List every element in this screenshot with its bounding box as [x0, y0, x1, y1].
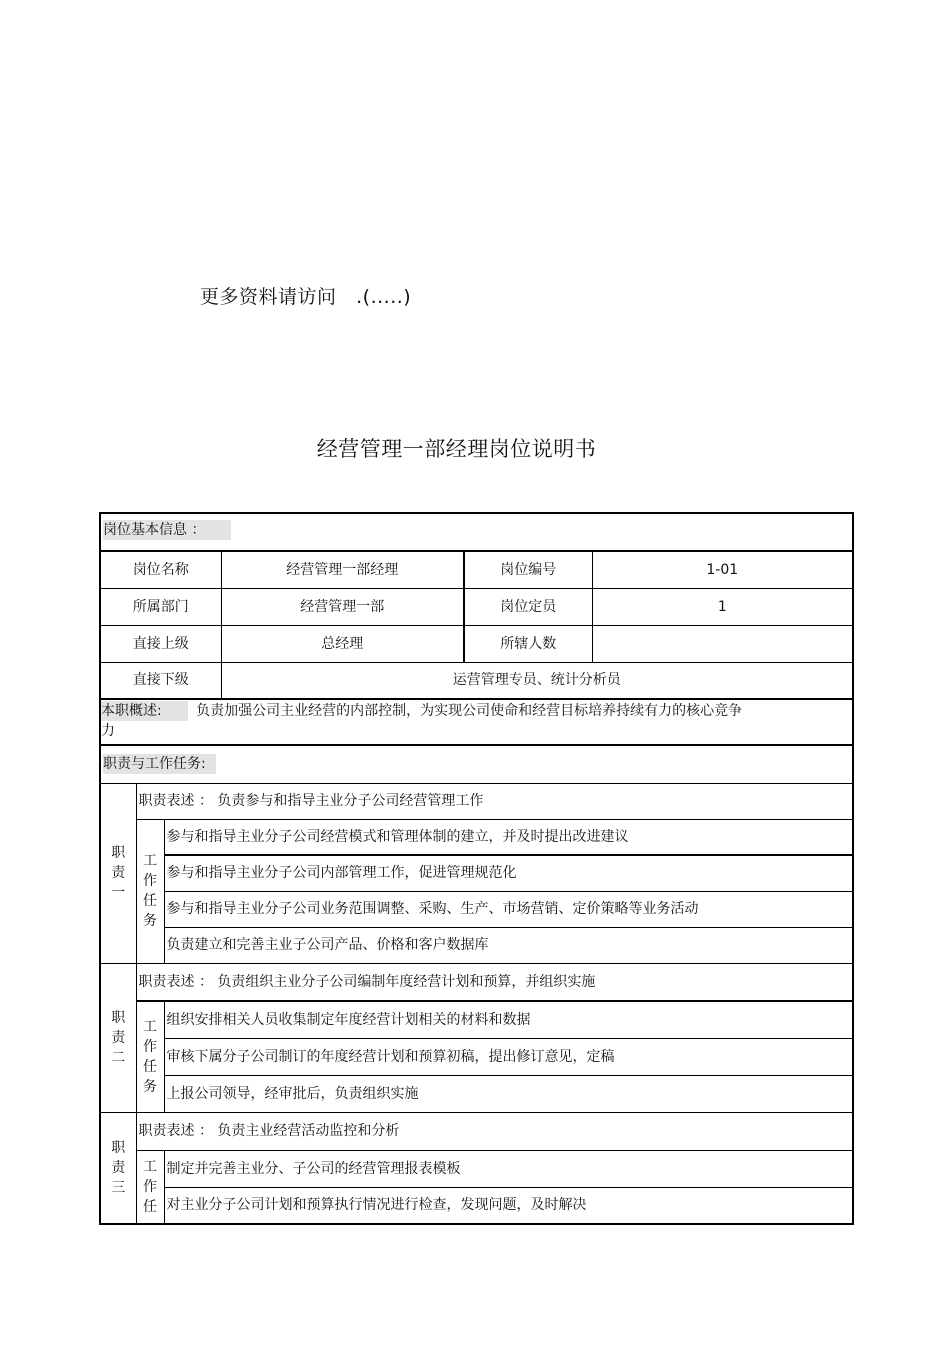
notice-text: 更多资料请访问 .(.....) — [200, 286, 412, 308]
duty-3-task-1: 制定并完善主业分、子公司的经营管理报表模板 — [164, 1150, 853, 1187]
table-row — [100, 588, 853, 625]
summary-text-wrap: 力 — [101, 723, 115, 739]
duty-2-task-3: 上报公司领导，经审批后，负责组织实施 — [164, 1075, 853, 1112]
document-title: 经营管理一部经理岗位说明书 — [316, 437, 597, 461]
duty-1-statement: 职责表述 ： 负责参与和指导主业分子公司经营管理工作 — [136, 783, 853, 819]
duties-header: 职责与工作任务: — [103, 754, 216, 774]
position-name-value: 经营管理一部经理 — [221, 551, 464, 588]
superior-value: 总经理 — [221, 625, 464, 662]
table-row — [100, 625, 853, 662]
position-name-label: 岗位名称 — [100, 551, 221, 588]
department-label: 所属部门 — [100, 588, 221, 625]
headcount-value: 1 — [592, 588, 853, 625]
summary-label: 本职概述: — [101, 701, 188, 721]
basic-info-header: 岗位基本信息 ： — [103, 520, 231, 540]
subordinate-label: 直接下级 — [100, 662, 221, 699]
duty-1-name: 职 责 一 — [100, 783, 136, 963]
table-row — [100, 662, 853, 699]
headcount-label: 岗位定员 — [464, 588, 592, 625]
duty-1-task-1: 参与和指导主业分子公司经营模式和管理体制的建立，并及时提出改进建议 — [164, 819, 853, 855]
table-row — [100, 551, 853, 588]
duty-2-statement: 职责表述 ： 负责组织主业分子公司编制年度经营计划和预算，并组织实施 — [136, 963, 853, 1001]
duty-1-task-label: 工 作 任 务 — [136, 819, 164, 963]
subordinate-value: 运营管理专员、统计分析员 — [221, 662, 853, 699]
position-code-label: 岗位编号 — [464, 551, 592, 588]
duty-1-task-2: 参与和指导主业分子公司内部管理工作，促进管理规范化 — [164, 855, 853, 891]
position-code-value: 1-01 — [592, 551, 853, 588]
subordinate-count-value — [592, 625, 853, 662]
duty-2-task-label: 工 作 任 务 — [136, 1001, 164, 1112]
duty-2-name: 职 责 二 — [100, 963, 136, 1112]
summary-text: 负责加强公司主业经营的内部控制，为实现公司使命和经营目标培养持续有力的核心竞争 — [196, 703, 743, 719]
duty-2-task-2: 审核下属分子公司制订的年度经营计划和预算初稿，提出修订意见，定稿 — [164, 1038, 853, 1075]
duty-2-task-1: 组织安排相关人员收集制定年度经营计划相关的材料和数据 — [164, 1001, 853, 1038]
duty-3-name: 职 责 三 — [100, 1112, 136, 1224]
job-description-table — [99, 512, 854, 1225]
duty-3-statement: 职责表述 ： 负责主业经营活动监控和分析 — [136, 1112, 853, 1150]
duty-3-task-label: 工 作 任 — [136, 1150, 164, 1224]
duty-1-task-3: 参与和指导主业分子公司业务范围调整、采购、生产、市场营销、定价策略等业务活动 — [164, 891, 853, 927]
duty-3-task-2: 对主业分子公司计划和预算执行情况进行检查，发现问题，及时解决 — [164, 1187, 853, 1224]
subordinate-count-label: 所辖人数 — [464, 625, 592, 662]
superior-label: 直接上级 — [100, 625, 221, 662]
duty-1-task-4: 负责建立和完善主业子公司产品、价格和客户数据库 — [164, 927, 853, 963]
department-value: 经营管理一部 — [221, 588, 464, 625]
